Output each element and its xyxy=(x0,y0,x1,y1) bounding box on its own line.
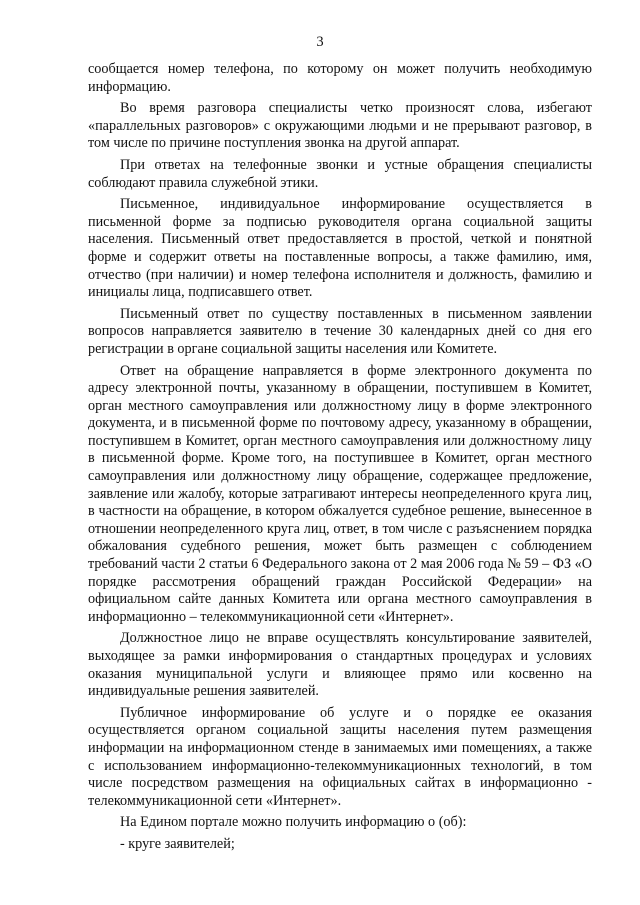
document-body xyxy=(88,61,592,858)
list-item-applicants: - круге заявителей; xyxy=(120,835,235,852)
paragraph-written-answer: Письменный ответ по существу поставленных в письменном заявлении вопросов направляется заявителю в течение 30 календарных дней со дня его регистрации в органе социальной защиты населения или Комитете. xyxy=(88,305,592,357)
paragraph-ethics: При ответах на телефонные звонки и устные обращения специалисты соблюдают правила служебной этики. xyxy=(88,156,592,191)
paragraph-unified-portal: На Едином портале можно получить информацию о (об): xyxy=(120,814,467,831)
page-number: 3 xyxy=(316,34,324,50)
paragraph-electronic-answer: Ответ на обращение направляется в форме электронного документа по адресу электронной почты, указанному в обращении, поступившем в Комитет, орган местного самоуправления или должностному лицу в форме электронного документа, и в письменной форме по почтовому адресу, указанному в обращении, поступившем в Комитет, орган местного самоуправления или должностному лицу в письменной форме. Кроме того, на поступившее в Комитет, орган местного самоуправления или должностному лицу обращение, содержащее предложение, заявление или жалобу, которые затрагивают интересы неопределенного круга лиц, в частности на обращение, в котором обжалуется судебное решение, вынесенное в отношении неопределенного круга лиц, ответ, в том числе с разъяснением порядка обжалования судебного решения, может быть размещен с соблюдением требований части 2 статьи 6 Федерального закона от 2 мая 2006 года № 59 – ФЗ «О порядке рассмотрения обращений граждан Российской Федерации» на официальном сайте данных Комитета или органа местного самоуправления в информационно – телекоммуникационной сети «Интернет». xyxy=(88,362,592,625)
paragraph-public-info: Публичное информирование об услуге и о порядке ее оказания осуществляется органом социальной защиты населения путем размещения информации на информационном стенде в занимаемых ими помещениях, а также с использованием информационно-телекоммуникационных технологий, в том числе посредством размещения на официальных сайтах в информационно - телекоммуникационной сети «Интернет». xyxy=(88,704,592,809)
paragraph-official-limits: Должностное лицо не вправе осуществлять консультирование заявителей, выходящее за рамки информирования о стандартных процедурах и условиях оказания муниципальной услуги и влияющее прямо или косвенно на индивидуальные решения заявителей. xyxy=(88,630,592,700)
paragraph-conversation: Во время разговора специалисты четко произносят слова, избегают «параллельных разговоров» с окружающими людьми и не прерывают разговор, в том числе по причине поступления звонка на другой аппарат. xyxy=(88,100,592,152)
paragraph-written-info: Письменное, индивидуальное информирование осуществляется в письменной форме за подписью руководителя органа социальной защиты населения. Письменный ответ предоставляется в простой, четкой и понятной форме и содержит ответы на поставленные вопросы, а также фамилию, имя, отчество (при наличии) и номер телефона исполнителя и должность, фамилию и инициалы лица, подписавшего ответ. xyxy=(88,196,592,301)
paragraph-phone-info: сообщается номер телефона, по которому он может получить необходимую информацию. xyxy=(88,61,592,95)
